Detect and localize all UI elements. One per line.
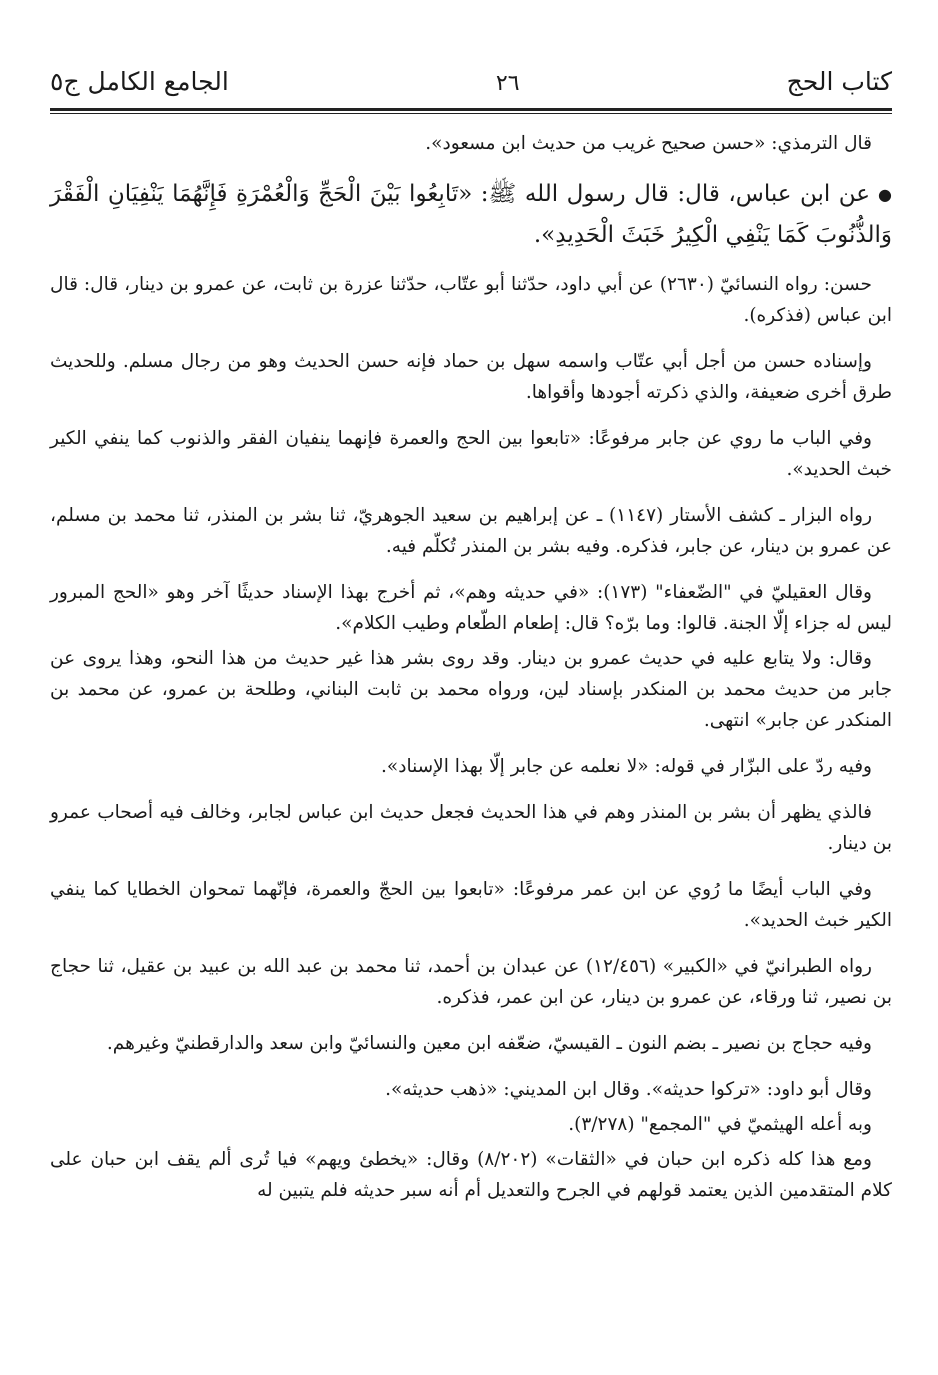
header-rule-thick — [50, 108, 892, 111]
paragraph: حسن: رواه النسائيّ (٢٦٣٠) عن أبي داود، حدّثنا أبو عتّاب، حدّثنا عزرة بن ثابت، عن عمرو بن دينار، قال: قال ابن عباس (فذكره). — [50, 274, 892, 326]
paragraph: وقال أبو داود: «تركوا حديثه». وقال ابن المديني: «ذهب حديثه». — [385, 1079, 872, 1100]
document-page — [50, 62, 892, 1221]
bullet-icon: ● — [878, 185, 892, 204]
paragraph: وفيه ردّ على البزّار في قوله: «لا نعلمه عن جابر إلّا بهذا الإسناد». — [381, 756, 872, 777]
paragraph: وقال العقيليّ في "الضّعفاء" (١٧٣): «في حديثه وهم»، ثم أخرج بهذا الإسناد حديثًا آخر وهو «الحج المبرور ليس له جزاء إلّا الجنة. قالوا: وما برّه؟ قال: إطعام الطّعام وطيب الكلام». — [50, 582, 892, 634]
running-header — [50, 62, 892, 106]
paragraph: فالذي يظهر أن بشر بن المنذر وهم في هذا الحديث فجعل حديث ابن عباس لجابر، وخالف فيه أصحاب عمرو بن دينار. — [50, 802, 892, 854]
paragraph: ومع هذا كله ذكره ابن حبان في «الثقات» (٨/٢٠٢) وقال: «يخطئ ويهم» فيا تُرى ألم يقف ابن حبان على كلام المتقدمين الذين يعتمد قولهم في الجرح والتعديل أم أنه سبر حديثه فلم يتبين له — [50, 1149, 892, 1201]
paragraph: رواه البزار ـ كشف الأستار (١١٤٧) ـ عن إبراهيم بن سعيد الجوهريّ، ثنا بشر بن المنذر، ثنا محمد بن مسلم، عن عمرو بن دينار، عن جابر، فذكره. وفيه بشر بن المنذر تُكلّم فيه. — [50, 505, 892, 557]
page-number: ٢٦ — [495, 71, 520, 96]
paragraph: وفيه حجاج بن نصير ـ بضم النون ـ القيسيّ، ضعّفه ابن معين والنسائيّ وابن سعد والدارقطنيّ وغيرهم. — [106, 1033, 872, 1054]
hadith-content: عن ابن عباس، قال: قال رسول الله ﷺ: «تَابِعُوا بَيْنَ الْحَجِّ وَالْعُمْرَةِ فَإِنَّهُمَا يَنْفِيَانِ الْفَقْرَ وَالذُّنُوبَ كَمَا يَنْفِي الْكِيرُ خَبَثَ الْحَدِيدِ». — [50, 181, 892, 248]
chapter-title: كتاب الحج — [786, 67, 892, 96]
paragraph: وبه أعله الهيثميّ في "المجمع" (٣/٢٧٨). — [568, 1114, 872, 1135]
hadith-text — [50, 174, 892, 255]
paragraph: وفي الباب أيضًا ما رُوي عن ابن عمر مرفوعًا: «تابعوا بين الحجّ والعمرة، فإنّهما تمحوان الخطايا كما ينفي الكير خبث الحديد». — [50, 879, 892, 931]
header-rule-thin — [50, 113, 892, 114]
paragraph: رواه الطبرانيّ في «الكبير» (١٢/٤٥٦) عن عبدان بن أحمد، ثنا محمد بن عبد الله بن عبيد بن عقيل، ثنا حجاج بن نصير، ثنا ورقاء، عن عمرو بن دينار، عن ابن عمر، فذكره. — [50, 956, 892, 1008]
paragraph: وإسناده حسن من أجل أبي عتّاب واسمه سهل بن حماد فإنه حسن الحديث وهو من رجال مسلم. وللحديث طرق أخرى ضعيفة، والذي ذكرته أجودها وأقواها. — [50, 351, 892, 403]
paragraph: وقال: ولا يتابع عليه في حديث عمرو بن دينار. وقد روى بشر هذا غير حديث من هذا النحو، وهذا يروى عن جابر من حديث محمد بن المنكدر بإسناد لين، ورواه محمد بن ثابت البناني، وطلحة بن عمرو، عن محمد بن المنكدر عن جابر» انتهى. — [50, 648, 892, 731]
paragraph: قال الترمذي: «حسن صحيح غريب من حديث ابن مسعود». — [425, 133, 872, 154]
paragraph: وفي الباب ما روي عن جابر مرفوعًا: «تابعوا بين الحج والعمرة فإنهما ينفيان الفقر والذنوب كما ينفي الكير خبث الحديد». — [50, 428, 892, 480]
book-title: الجامع الكامل ج٥ — [50, 67, 229, 96]
